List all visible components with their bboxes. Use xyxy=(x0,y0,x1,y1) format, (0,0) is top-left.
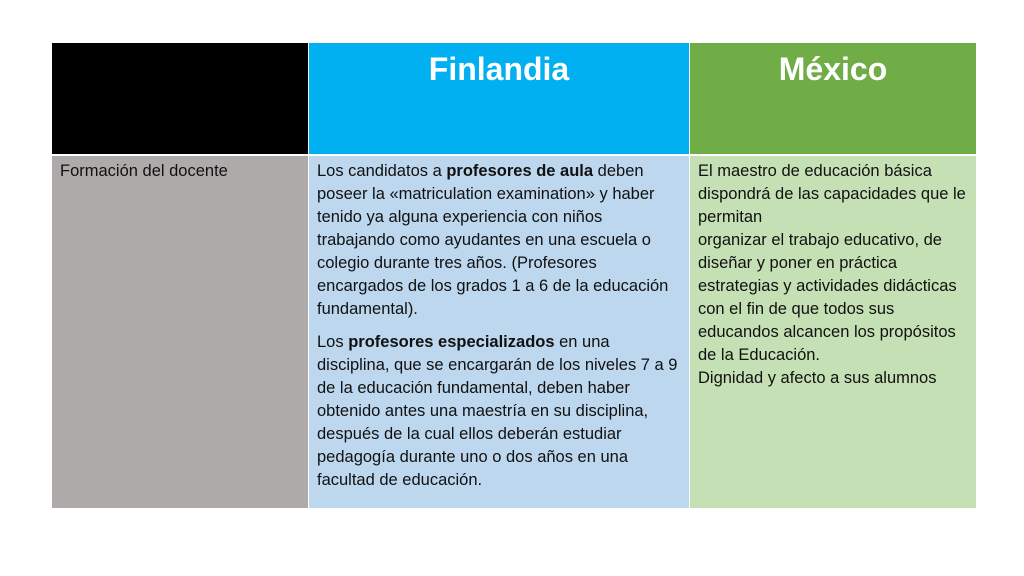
finland-p2-text-a: Los xyxy=(317,333,349,351)
header-finland-label: Finlandia xyxy=(428,51,570,87)
header-corner-cell xyxy=(52,43,308,154)
mexico-line-1: El maestro de educación básica dispondrá de las capacidades que le permitan xyxy=(698,162,966,226)
header-mexico xyxy=(690,43,976,154)
finland-p2-bold: profesores especializados xyxy=(348,333,555,351)
finland-paragraph-2 xyxy=(317,331,681,492)
header-finland xyxy=(309,43,689,154)
finland-p1-text-c: deben poseer la «matriculation examination» y haber tenido ya alguna experiencia con niños trabajando como ayudantes en una escuela o colegio durante tres años. (Profesores encargados de los grados 1 a 6 de la educación fundamental). xyxy=(317,162,669,318)
comparison-table xyxy=(52,43,976,508)
finland-p2-text-c: en una disciplina, que se encargarán de los niveles 7 a 9 de la educación fundamental, deben haber obtenido antes una maestría en su disciplina, después de la cual ellos deberán estudiar pedagogía durante uno o dos años en una facultad de educación. xyxy=(317,333,678,489)
row-label-cell xyxy=(52,156,308,508)
finland-paragraph-1 xyxy=(317,160,681,321)
finland-cell xyxy=(309,156,689,508)
header-mexico-label: México xyxy=(778,51,888,87)
mexico-cell xyxy=(690,156,976,508)
row-label: Formación del docente xyxy=(60,162,228,180)
finland-p1-bold: profesores de aula xyxy=(446,162,594,180)
mexico-line-2: organizar el trabajo educativo, de diseñar y poner en práctica estrategias y actividades didácticas con el fin de que todos sus educandos alcancen los propósitos de la Educación. xyxy=(698,231,957,364)
mexico-line-3: Dignidad y afecto a sus alumnos xyxy=(698,369,937,387)
finland-p1-text-a: Los candidatos a xyxy=(317,162,447,180)
